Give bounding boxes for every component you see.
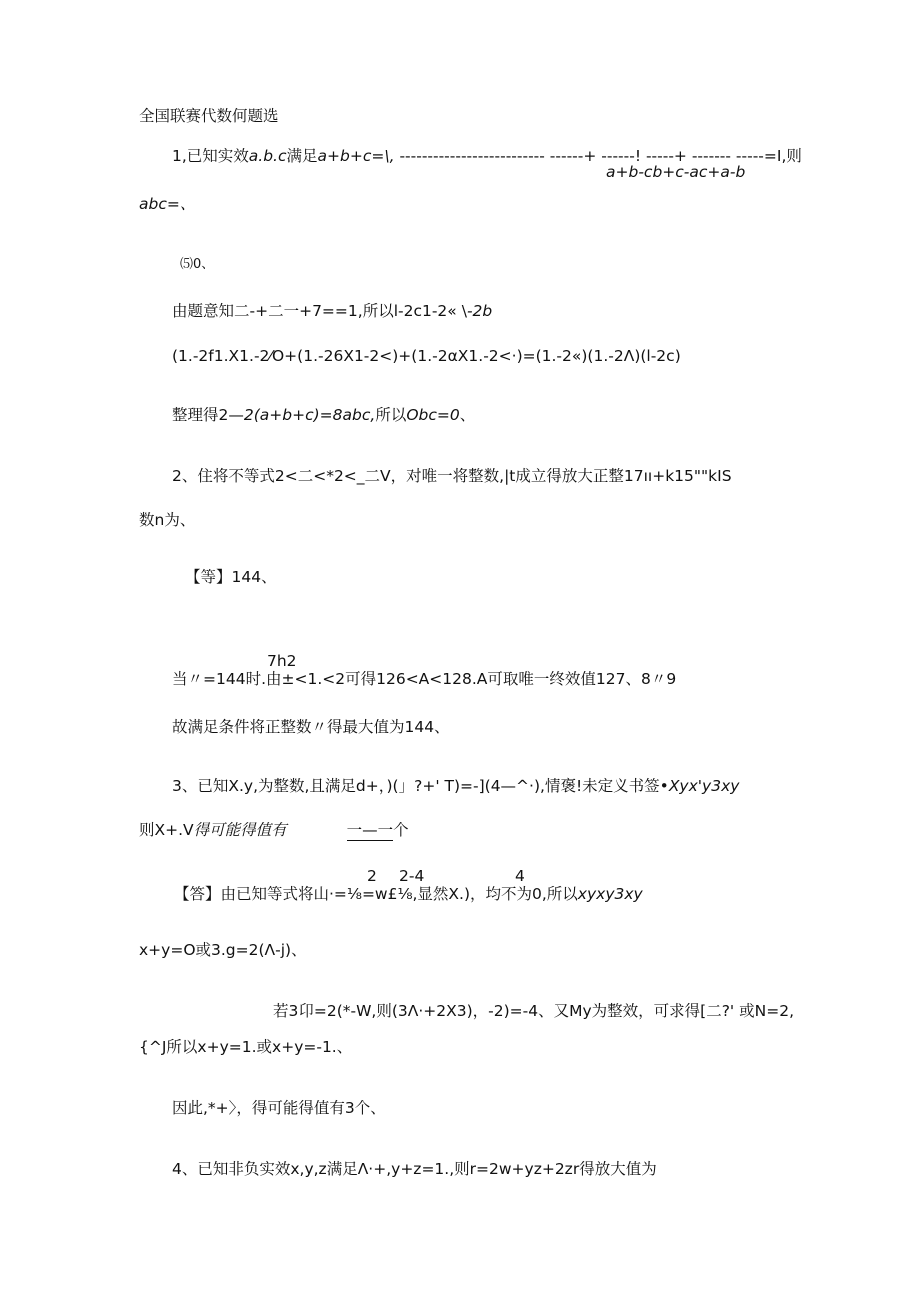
q3b-a: 则X+.V [139,821,194,839]
q3-text: 3、已知X.y,为整数,且满足d+，)(」?+' T)=-](4—^·),情褒!未定义书签• [172,777,669,795]
answer-3-line-1 [174,884,643,904]
q1-abc: abc=、 [139,195,196,213]
q3-blank: 一—一 [346,821,394,839]
q1-vars: a.b.c [248,147,287,165]
s1-3e: 、 [459,406,476,424]
solution-1-line-3 [172,405,475,425]
a3-text: 【答】由已知等式将山·=⅛=w£⅛,显然X.)，均不为0,所以 [174,885,578,903]
solution-2-line-2: 故满足条件将正整数〃得最大值为144、 [172,718,450,736]
s1-3c: 所以 [375,406,407,424]
sup-7h2: 7h2 [267,652,297,670]
question-3-line [172,776,739,796]
question-2-line-2: 数n为、 [139,511,196,529]
q1-text: 1,已知实效 [172,147,249,165]
question-3-line-2 [139,820,409,841]
q3-italic: Xyx'y3xy [668,777,740,795]
solution-2-line-1: 当〃=144时.由±<1.<2可得126<A<128.A可取唯一终效值127、8〃9 [172,670,677,688]
q1-end: 则 [786,147,802,165]
q1-denominators: a+b-cb+c-ac+a-b [606,163,746,181]
answer-2: 【等】144、 [185,568,277,586]
solution-1-line-1 [172,301,492,321]
solution-1-line-2: (1.-2f1.X1.-2⁄O+(1.-26X1-2<)+(1.-2αX1.-2<·)=(1.-2«)(1.-2Λ)(l-2c) [172,347,681,365]
a3-italic: xyxy3xy [577,885,643,903]
solution-3-line-3: 因此,*+〉，得可能得值有3个、 [172,1099,386,1117]
solution-3-line-1: 若3卬=2(*-W,则(3Λ·+2X3)，-2)=-4、又My为整效，可求得[二?' 或N=2, [273,1002,794,1020]
q1-mid: 满足 [286,147,318,165]
q3b-c: 个 [393,821,409,839]
q1-eq: a+b+c=\, [317,147,395,165]
sup-2: 2 [367,867,377,885]
question-2-line: 2、住将不等式2<二<*2<_二V，对唯一将整数,|t成立得放大正整17ıı+k15""kIS [172,467,732,485]
q1-rule: -------------------------- ------+ ------! -----+ ------- -----=I, [394,147,787,165]
answer-1: ⑸0、 [180,257,215,272]
sup-4: 4 [515,867,525,885]
q3b-b: 得可能得值有 [193,821,287,839]
s1-3d: Obc=0 [406,406,460,424]
s1-1b: -2b [466,302,493,320]
solution-3-line-2: {^J所以x+y=1.或x+y=-1.、 [139,1038,353,1056]
answer-3-line-2: x+y=O或3.g=2(Λ-j)、 [139,941,307,959]
doc-title: 全国联赛代数何题选 [139,107,279,125]
s1-3b: 2(a+b+c)=8abc, [243,406,376,424]
s1-1: 由题意知二-+二一+7==1,所以l-2c1-2« \ [172,302,467,320]
sup-2-4: 2-4 [399,867,425,885]
question-4-line: 4、已知非负实效x,y,z满足Λ·+,y+z=1.,则r=2w+yz+2zr得放大值为 [172,1160,657,1178]
s1-3a: 整理得2— [172,406,244,424]
